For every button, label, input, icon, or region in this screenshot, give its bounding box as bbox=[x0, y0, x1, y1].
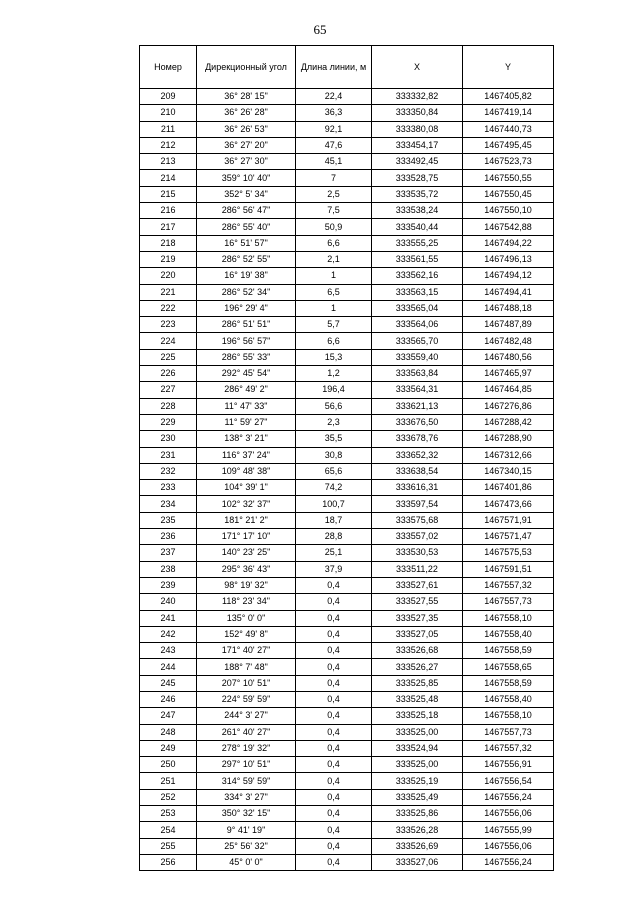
table-row bbox=[140, 480, 554, 496]
cell-number: 228 bbox=[140, 398, 197, 414]
table-row bbox=[140, 643, 554, 659]
cell-length: 5,7 bbox=[296, 317, 372, 333]
cell-bearing: 261° 40' 27" bbox=[197, 724, 296, 740]
cell-length: 0,4 bbox=[296, 757, 372, 773]
cell-y: 1467557,32 bbox=[463, 740, 554, 756]
cell-length: 0,4 bbox=[296, 838, 372, 854]
cell-x: 333350,84 bbox=[372, 105, 463, 121]
cell-bearing: 36° 27' 20" bbox=[197, 137, 296, 153]
table-row bbox=[140, 447, 554, 463]
cell-bearing: 286° 55' 33" bbox=[197, 349, 296, 365]
cell-length: 37,9 bbox=[296, 561, 372, 577]
cell-x: 333652,32 bbox=[372, 447, 463, 463]
cell-y: 1467550,55 bbox=[463, 170, 554, 186]
table-row bbox=[140, 854, 554, 870]
cell-bearing: 16° 51' 57" bbox=[197, 235, 296, 251]
cell-length: 6,5 bbox=[296, 284, 372, 300]
cell-length: 35,5 bbox=[296, 431, 372, 447]
cell-number: 213 bbox=[140, 154, 197, 170]
cell-length: 45,1 bbox=[296, 154, 372, 170]
cell-number: 245 bbox=[140, 675, 197, 691]
cell-length: 22,4 bbox=[296, 89, 372, 105]
cell-length: 2,3 bbox=[296, 414, 372, 430]
cell-bearing: 196° 29' 4" bbox=[197, 300, 296, 316]
cell-length: 0,4 bbox=[296, 806, 372, 822]
cell-bearing: 171° 40' 27" bbox=[197, 643, 296, 659]
cell-y: 1467401,86 bbox=[463, 480, 554, 496]
cell-x: 333559,40 bbox=[372, 349, 463, 365]
cell-number: 211 bbox=[140, 121, 197, 137]
cell-y: 1467558,10 bbox=[463, 610, 554, 626]
cell-x: 333528,75 bbox=[372, 170, 463, 186]
cell-y: 1467523,73 bbox=[463, 154, 554, 170]
table-row bbox=[140, 626, 554, 642]
cell-length: 0,4 bbox=[296, 789, 372, 805]
cell-y: 1467591,51 bbox=[463, 561, 554, 577]
cell-number: 241 bbox=[140, 610, 197, 626]
cell-x: 333527,61 bbox=[372, 577, 463, 593]
cell-y: 1467542,88 bbox=[463, 219, 554, 235]
cell-number: 232 bbox=[140, 463, 197, 479]
cell-y: 1467558,40 bbox=[463, 626, 554, 642]
table-row bbox=[140, 414, 554, 430]
cell-number: 234 bbox=[140, 496, 197, 512]
cell-y: 1467494,22 bbox=[463, 235, 554, 251]
cell-length: 0,4 bbox=[296, 691, 372, 707]
cell-y: 1467556,06 bbox=[463, 838, 554, 854]
cell-bearing: 109° 48' 38" bbox=[197, 463, 296, 479]
cell-number: 236 bbox=[140, 529, 197, 545]
table-row bbox=[140, 610, 554, 626]
table-row bbox=[140, 333, 554, 349]
cell-length: 0,4 bbox=[296, 724, 372, 740]
cell-x: 333564,31 bbox=[372, 382, 463, 398]
table-row bbox=[140, 659, 554, 675]
cell-number: 223 bbox=[140, 317, 197, 333]
cell-bearing: 286° 51' 51" bbox=[197, 317, 296, 333]
cell-y: 1467312,66 bbox=[463, 447, 554, 463]
cell-bearing: 181° 21' 2" bbox=[197, 512, 296, 528]
table-row bbox=[140, 806, 554, 822]
cell-y: 1467557,73 bbox=[463, 724, 554, 740]
cell-number: 220 bbox=[140, 268, 197, 284]
cell-y: 1467558,10 bbox=[463, 708, 554, 724]
cell-bearing: 116° 37' 24" bbox=[197, 447, 296, 463]
cell-x: 333527,05 bbox=[372, 626, 463, 642]
cell-x: 333540,44 bbox=[372, 219, 463, 235]
table-row bbox=[140, 561, 554, 577]
cell-length: 0,4 bbox=[296, 675, 372, 691]
table-row bbox=[140, 89, 554, 105]
cell-length: 18,7 bbox=[296, 512, 372, 528]
cell-x: 333527,35 bbox=[372, 610, 463, 626]
cell-bearing: 36° 27' 30" bbox=[197, 154, 296, 170]
cell-y: 1467557,73 bbox=[463, 594, 554, 610]
table-row bbox=[140, 691, 554, 707]
cell-x: 333527,55 bbox=[372, 594, 463, 610]
table-row bbox=[140, 154, 554, 170]
table-row bbox=[140, 186, 554, 202]
cell-y: 1467550,10 bbox=[463, 203, 554, 219]
table-row bbox=[140, 235, 554, 251]
cell-number: 253 bbox=[140, 806, 197, 822]
cell-length: 2,1 bbox=[296, 251, 372, 267]
cell-y: 1467494,12 bbox=[463, 268, 554, 284]
cell-x: 333525,86 bbox=[372, 806, 463, 822]
cell-x: 333525,48 bbox=[372, 691, 463, 707]
cell-y: 1467465,97 bbox=[463, 366, 554, 382]
table-row bbox=[140, 822, 554, 838]
cell-number: 215 bbox=[140, 186, 197, 202]
cell-x: 333511,22 bbox=[372, 561, 463, 577]
cell-x: 333380,08 bbox=[372, 121, 463, 137]
table-row bbox=[140, 708, 554, 724]
cell-bearing: 36° 28' 15" bbox=[197, 89, 296, 105]
cell-length: 1,2 bbox=[296, 366, 372, 382]
cell-number: 240 bbox=[140, 594, 197, 610]
cell-y: 1467555,99 bbox=[463, 822, 554, 838]
cell-y: 1467556,24 bbox=[463, 854, 554, 870]
cell-number: 247 bbox=[140, 708, 197, 724]
cell-y: 1467556,06 bbox=[463, 806, 554, 822]
cell-y: 1467557,32 bbox=[463, 577, 554, 593]
table-row bbox=[140, 724, 554, 740]
table-row bbox=[140, 773, 554, 789]
cell-length: 0,4 bbox=[296, 594, 372, 610]
cell-bearing: 286° 52' 34" bbox=[197, 284, 296, 300]
cell-number: 248 bbox=[140, 724, 197, 740]
table-row bbox=[140, 838, 554, 854]
cell-y: 1467575,53 bbox=[463, 545, 554, 561]
cell-number: 217 bbox=[140, 219, 197, 235]
cell-length: 0,4 bbox=[296, 659, 372, 675]
table-row bbox=[140, 105, 554, 121]
cell-bearing: 196° 56' 57" bbox=[197, 333, 296, 349]
cell-bearing: 138° 3' 21" bbox=[197, 431, 296, 447]
cell-length: 0,4 bbox=[296, 577, 372, 593]
cell-number: 216 bbox=[140, 203, 197, 219]
cell-x: 333492,45 bbox=[372, 154, 463, 170]
cell-bearing: 292° 45' 54" bbox=[197, 366, 296, 382]
cell-length: 30,8 bbox=[296, 447, 372, 463]
cell-bearing: 9° 41' 19" bbox=[197, 822, 296, 838]
cell-x: 333526,68 bbox=[372, 643, 463, 659]
cell-number: 218 bbox=[140, 235, 197, 251]
cell-length: 0,4 bbox=[296, 822, 372, 838]
cell-x: 333597,54 bbox=[372, 496, 463, 512]
cell-number: 254 bbox=[140, 822, 197, 838]
cell-length: 196,4 bbox=[296, 382, 372, 398]
cell-x: 333526,69 bbox=[372, 838, 463, 854]
cell-length: 1 bbox=[296, 300, 372, 316]
cell-length: 74,2 bbox=[296, 480, 372, 496]
cell-number: 250 bbox=[140, 757, 197, 773]
table-header-row bbox=[140, 46, 554, 89]
cell-number: 209 bbox=[140, 89, 197, 105]
cell-bearing: 98° 19' 32" bbox=[197, 577, 296, 593]
cell-length: 7 bbox=[296, 170, 372, 186]
cell-length: 6,6 bbox=[296, 235, 372, 251]
cell-number: 231 bbox=[140, 447, 197, 463]
cell-number: 246 bbox=[140, 691, 197, 707]
table-row bbox=[140, 740, 554, 756]
cell-x: 333530,53 bbox=[372, 545, 463, 561]
cell-x: 333565,70 bbox=[372, 333, 463, 349]
cell-y: 1467558,59 bbox=[463, 643, 554, 659]
cell-number: 224 bbox=[140, 333, 197, 349]
cell-y: 1467440,73 bbox=[463, 121, 554, 137]
table-row bbox=[140, 757, 554, 773]
cell-bearing: 350° 32' 15" bbox=[197, 806, 296, 822]
cell-number: 233 bbox=[140, 480, 197, 496]
cell-x: 333527,06 bbox=[372, 854, 463, 870]
cell-y: 1467550,45 bbox=[463, 186, 554, 202]
cell-bearing: 286° 52' 55" bbox=[197, 251, 296, 267]
cell-y: 1467558,65 bbox=[463, 659, 554, 675]
table-row bbox=[140, 121, 554, 137]
cell-bearing: 11° 47' 33" bbox=[197, 398, 296, 414]
cell-number: 252 bbox=[140, 789, 197, 805]
cell-bearing: 297° 10' 51" bbox=[197, 757, 296, 773]
cell-y: 1467480,56 bbox=[463, 349, 554, 365]
cell-y: 1467288,42 bbox=[463, 414, 554, 430]
cell-bearing: 224° 59' 59" bbox=[197, 691, 296, 707]
cell-length: 6,6 bbox=[296, 333, 372, 349]
header-length: Длина линии, м bbox=[296, 46, 372, 89]
cell-bearing: 188° 7' 48" bbox=[197, 659, 296, 675]
cell-x: 333565,04 bbox=[372, 300, 463, 316]
cell-length: 2,5 bbox=[296, 186, 372, 202]
table-row bbox=[140, 137, 554, 153]
table-row bbox=[140, 463, 554, 479]
table-row bbox=[140, 789, 554, 805]
cell-y: 1467482,48 bbox=[463, 333, 554, 349]
cell-bearing: 11° 59' 27" bbox=[197, 414, 296, 430]
coordinates-table bbox=[139, 45, 554, 871]
cell-number: 242 bbox=[140, 626, 197, 642]
table-row bbox=[140, 203, 554, 219]
cell-length: 65,6 bbox=[296, 463, 372, 479]
table-row bbox=[140, 529, 554, 545]
cell-bearing: 207° 10' 51" bbox=[197, 675, 296, 691]
cell-length: 100,7 bbox=[296, 496, 372, 512]
cell-number: 237 bbox=[140, 545, 197, 561]
header-bearing: Дирекционный угол bbox=[197, 46, 296, 89]
cell-y: 1467276,86 bbox=[463, 398, 554, 414]
cell-length: 1 bbox=[296, 268, 372, 284]
cell-y: 1467494,41 bbox=[463, 284, 554, 300]
cell-x: 333562,16 bbox=[372, 268, 463, 284]
cell-bearing: 334° 3' 27" bbox=[197, 789, 296, 805]
cell-length: 56,6 bbox=[296, 398, 372, 414]
cell-y: 1467571,47 bbox=[463, 529, 554, 545]
table-row bbox=[140, 594, 554, 610]
cell-length: 36,3 bbox=[296, 105, 372, 121]
table-row bbox=[140, 219, 554, 235]
cell-y: 1467488,18 bbox=[463, 300, 554, 316]
cell-y: 1467487,89 bbox=[463, 317, 554, 333]
cell-bearing: 295° 36' 43" bbox=[197, 561, 296, 577]
cell-bearing: 359° 10' 40" bbox=[197, 170, 296, 186]
cell-y: 1467496,13 bbox=[463, 251, 554, 267]
cell-bearing: 352° 5' 34" bbox=[197, 186, 296, 202]
cell-x: 333563,84 bbox=[372, 366, 463, 382]
table-row bbox=[140, 398, 554, 414]
cell-x: 333454,17 bbox=[372, 137, 463, 153]
cell-bearing: 102° 32' 37" bbox=[197, 496, 296, 512]
cell-number: 244 bbox=[140, 659, 197, 675]
cell-y: 1467558,59 bbox=[463, 675, 554, 691]
cell-x: 333561,55 bbox=[372, 251, 463, 267]
cell-y: 1467495,45 bbox=[463, 137, 554, 153]
cell-length: 0,4 bbox=[296, 854, 372, 870]
cell-number: 251 bbox=[140, 773, 197, 789]
table-row bbox=[140, 349, 554, 365]
cell-y: 1467556,24 bbox=[463, 789, 554, 805]
cell-y: 1467473,66 bbox=[463, 496, 554, 512]
cell-bearing: 25° 56' 32" bbox=[197, 838, 296, 854]
table-body bbox=[140, 89, 554, 871]
cell-y: 1467340,15 bbox=[463, 463, 554, 479]
cell-number: 219 bbox=[140, 251, 197, 267]
cell-number: 230 bbox=[140, 431, 197, 447]
table-row bbox=[140, 496, 554, 512]
cell-bearing: 140° 23' 25" bbox=[197, 545, 296, 561]
cell-x: 333575,68 bbox=[372, 512, 463, 528]
cell-length: 92,1 bbox=[296, 121, 372, 137]
cell-length: 28,8 bbox=[296, 529, 372, 545]
cell-y: 1467556,54 bbox=[463, 773, 554, 789]
table-row bbox=[140, 512, 554, 528]
cell-number: 255 bbox=[140, 838, 197, 854]
table-row bbox=[140, 366, 554, 382]
cell-x: 333564,06 bbox=[372, 317, 463, 333]
cell-number: 243 bbox=[140, 643, 197, 659]
cell-length: 15,3 bbox=[296, 349, 372, 365]
cell-x: 333678,76 bbox=[372, 431, 463, 447]
cell-x: 333616,31 bbox=[372, 480, 463, 496]
cell-x: 333525,85 bbox=[372, 675, 463, 691]
cell-y: 1467556,91 bbox=[463, 757, 554, 773]
header-number: Номер bbox=[140, 46, 197, 89]
cell-x: 333525,49 bbox=[372, 789, 463, 805]
cell-x: 333563,15 bbox=[372, 284, 463, 300]
cell-number: 239 bbox=[140, 577, 197, 593]
cell-number: 256 bbox=[140, 854, 197, 870]
cell-number: 226 bbox=[140, 366, 197, 382]
cell-number: 222 bbox=[140, 300, 197, 316]
cell-bearing: 45° 0' 0" bbox=[197, 854, 296, 870]
cell-bearing: 135° 0' 0" bbox=[197, 610, 296, 626]
cell-number: 225 bbox=[140, 349, 197, 365]
cell-x: 333525,18 bbox=[372, 708, 463, 724]
cell-x: 333621,13 bbox=[372, 398, 463, 414]
cell-x: 333526,28 bbox=[372, 822, 463, 838]
cell-length: 7,5 bbox=[296, 203, 372, 219]
cell-x: 333676,50 bbox=[372, 414, 463, 430]
cell-length: 50,9 bbox=[296, 219, 372, 235]
cell-bearing: 314° 59' 59" bbox=[197, 773, 296, 789]
cell-bearing: 152° 49' 8" bbox=[197, 626, 296, 642]
cell-x: 333535,72 bbox=[372, 186, 463, 202]
cell-number: 227 bbox=[140, 382, 197, 398]
cell-number: 212 bbox=[140, 137, 197, 153]
cell-bearing: 244° 3' 27" bbox=[197, 708, 296, 724]
cell-bearing: 286° 55' 40" bbox=[197, 219, 296, 235]
cell-number: 238 bbox=[140, 561, 197, 577]
table-row bbox=[140, 268, 554, 284]
cell-x: 333638,54 bbox=[372, 463, 463, 479]
cell-x: 333555,25 bbox=[372, 235, 463, 251]
cell-number: 249 bbox=[140, 740, 197, 756]
table-row bbox=[140, 577, 554, 593]
cell-number: 221 bbox=[140, 284, 197, 300]
cell-y: 1467464,85 bbox=[463, 382, 554, 398]
header-x: X bbox=[372, 46, 463, 89]
header-y: Y bbox=[463, 46, 554, 89]
cell-length: 0,4 bbox=[296, 643, 372, 659]
table-row bbox=[140, 300, 554, 316]
cell-x: 333525,00 bbox=[372, 724, 463, 740]
cell-length: 47,6 bbox=[296, 137, 372, 153]
cell-y: 1467288,90 bbox=[463, 431, 554, 447]
cell-bearing: 171° 17' 10" bbox=[197, 529, 296, 545]
cell-length: 0,4 bbox=[296, 610, 372, 626]
cell-length: 0,4 bbox=[296, 626, 372, 642]
cell-x: 333525,00 bbox=[372, 757, 463, 773]
table-row bbox=[140, 251, 554, 267]
cell-bearing: 36° 26' 28" bbox=[197, 105, 296, 121]
cell-bearing: 16° 19' 38" bbox=[197, 268, 296, 284]
cell-x: 333525,19 bbox=[372, 773, 463, 789]
cell-bearing: 286° 56' 47" bbox=[197, 203, 296, 219]
table-row bbox=[140, 382, 554, 398]
cell-x: 333332,82 bbox=[372, 89, 463, 105]
cell-x: 333538,24 bbox=[372, 203, 463, 219]
cell-x: 333524,94 bbox=[372, 740, 463, 756]
cell-bearing: 104° 39' 1" bbox=[197, 480, 296, 496]
cell-y: 1467419,14 bbox=[463, 105, 554, 121]
cell-bearing: 36° 26' 53" bbox=[197, 121, 296, 137]
cell-bearing: 118° 23' 34" bbox=[197, 594, 296, 610]
table-row bbox=[140, 545, 554, 561]
table-row bbox=[140, 284, 554, 300]
table-row bbox=[140, 170, 554, 186]
table-row bbox=[140, 675, 554, 691]
cell-y: 1467571,91 bbox=[463, 512, 554, 528]
cell-y: 1467405,82 bbox=[463, 89, 554, 105]
table-row bbox=[140, 317, 554, 333]
cell-number: 229 bbox=[140, 414, 197, 430]
cell-number: 214 bbox=[140, 170, 197, 186]
page-number: 65 bbox=[313, 22, 327, 37]
cell-bearing: 278° 19' 32" bbox=[197, 740, 296, 756]
cell-number: 235 bbox=[140, 512, 197, 528]
cell-x: 333526,27 bbox=[372, 659, 463, 675]
cell-y: 1467558,40 bbox=[463, 691, 554, 707]
cell-x: 333557,02 bbox=[372, 529, 463, 545]
cell-bearing: 286° 49' 2" bbox=[197, 382, 296, 398]
cell-length: 25,1 bbox=[296, 545, 372, 561]
cell-number: 210 bbox=[140, 105, 197, 121]
cell-length: 0,4 bbox=[296, 708, 372, 724]
cell-length: 0,4 bbox=[296, 740, 372, 756]
table-row bbox=[140, 431, 554, 447]
cell-length: 0,4 bbox=[296, 773, 372, 789]
